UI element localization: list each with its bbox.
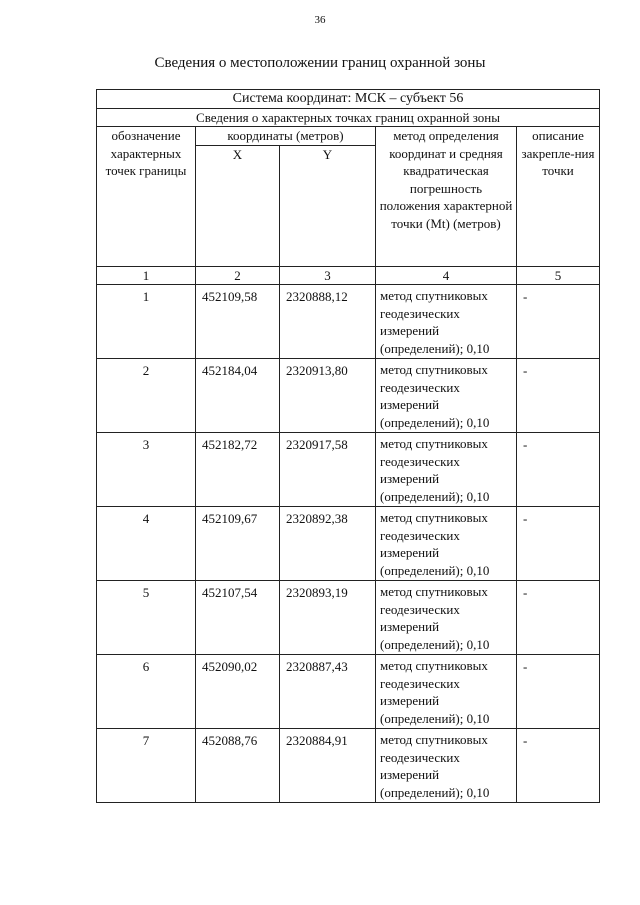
method-value: метод спутниковых геодезических измерений (определений); 0,10: [376, 581, 517, 655]
x-value: 452109,58: [196, 285, 280, 359]
column-number: 2: [196, 266, 280, 285]
method-value: метод спутниковых геодезических измерений (определений); 0,10: [376, 655, 517, 729]
table-row: [97, 359, 600, 433]
x-value: 452109,67: [196, 507, 280, 581]
table-row: [97, 581, 600, 655]
table-row: [97, 433, 600, 507]
system-row: [97, 90, 600, 109]
method-value: метод спутниковых геодезических измерений (определений); 0,10: [376, 729, 517, 803]
point-number: 3: [97, 433, 196, 507]
x-value: 452090,02: [196, 655, 280, 729]
table-body: [97, 90, 600, 803]
column-number: 4: [376, 266, 517, 285]
description-value: -: [517, 433, 600, 507]
x-value: 452184,04: [196, 359, 280, 433]
description-value: -: [517, 655, 600, 729]
header-method: метод определения координат и средняя квадратическая погрешность положения характерной точки (Mt) (метров): [376, 127, 517, 267]
coordinate-system: Система координат: МСК – субъект 56: [97, 90, 600, 109]
header-description: описание закрепле-ния точки: [517, 127, 600, 267]
x-value: 452107,54: [196, 581, 280, 655]
description-value: -: [517, 507, 600, 581]
point-number: 4: [97, 507, 196, 581]
description-value: -: [517, 581, 600, 655]
method-value: метод спутниковых геодезических измерений (определений); 0,10: [376, 285, 517, 359]
y-value: 2320893,19: [280, 581, 376, 655]
x-value: 452182,72: [196, 433, 280, 507]
table-row: [97, 285, 600, 359]
point-number: 7: [97, 729, 196, 803]
column-number: 5: [517, 266, 600, 285]
y-value: 2320884,91: [280, 729, 376, 803]
subtitle-row: [97, 108, 600, 127]
column-number: 3: [280, 266, 376, 285]
x-value: 452088,76: [196, 729, 280, 803]
column-numbers-row: [97, 266, 600, 285]
table-subtitle: Сведения о характерных точках границ охранной зоны: [97, 108, 600, 127]
method-value: метод спутниковых геодезических измерений (определений); 0,10: [376, 359, 517, 433]
header-y: Y: [280, 145, 376, 266]
point-number: 6: [97, 655, 196, 729]
y-value: 2320917,58: [280, 433, 376, 507]
column-number: 1: [97, 266, 196, 285]
table-row: [97, 729, 600, 803]
document-title: Сведения о местоположении границ охранной зоны: [154, 55, 486, 71]
method-value: метод спутниковых геодезических измерений (определений); 0,10: [376, 433, 517, 507]
y-value: 2320892,38: [280, 507, 376, 581]
point-number: 1: [97, 285, 196, 359]
description-value: -: [517, 359, 600, 433]
header-x: X: [196, 145, 280, 266]
y-value: 2320913,80: [280, 359, 376, 433]
y-value: 2320888,12: [280, 285, 376, 359]
header-coordinates: координаты (метров): [196, 127, 376, 146]
table-row: [97, 507, 600, 581]
description-value: -: [517, 285, 600, 359]
point-number: 5: [97, 581, 196, 655]
header-designation: обозначение характерных точек границы: [97, 127, 196, 267]
header-row: [97, 127, 600, 146]
table-row: [97, 655, 600, 729]
method-value: метод спутниковых геодезических измерений (определений); 0,10: [376, 507, 517, 581]
point-number: 2: [97, 359, 196, 433]
coordinates-table: [96, 89, 600, 803]
y-value: 2320887,43: [280, 655, 376, 729]
description-value: -: [517, 729, 600, 803]
page-number: 36: [314, 14, 326, 26]
